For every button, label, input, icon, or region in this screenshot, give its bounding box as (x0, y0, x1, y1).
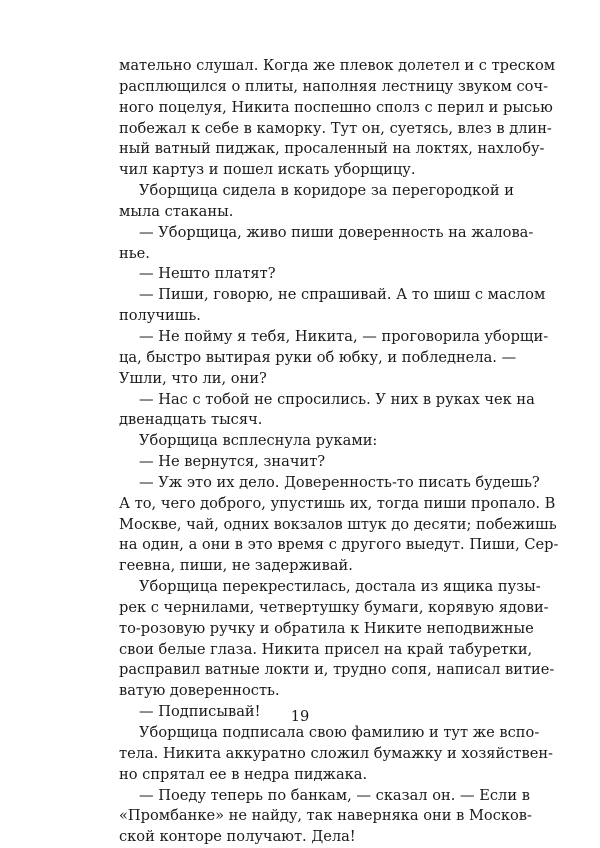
text-line: — Не вернутся, значит? (139, 453, 326, 471)
text-line: ватую доверенность. (119, 682, 280, 700)
text-line: — Нас с тобой не спросились. У них в руках чек на (139, 390, 535, 408)
text-line: — Не пойму я тебя, Никита, — проговорила уборщи- (139, 327, 549, 345)
text-line: — Уж это их дело. Доверенность-то писать будешь? (139, 473, 540, 491)
text-line: А то, чего доброго, упустишь их, тогда пиши пропало. В (119, 494, 556, 512)
text-line: чил картуз и пошел искать уборщицу. (119, 161, 416, 179)
text-line: — Поеду теперь по банкам, — сказал он. — Если в (139, 786, 530, 804)
text-line: — Подписывай! (139, 703, 261, 721)
text-line: ного поцелуя, Никита поспешно сполз с перил и рысью (119, 98, 553, 116)
page-number: 19 (290, 708, 310, 725)
text-line: ный ватный пиджак, просаленный на локтях, нахлобу- (119, 140, 545, 158)
text-line: ца, быстро вытирая руки об юбку, и побледнела. — (119, 348, 517, 366)
text-line: расправил ватные локти и, трудно сопя, написал витие- (119, 661, 555, 679)
text-line: Уборщица сидела в коридоре за перегородкой и (139, 182, 515, 200)
text-line: — Нешто платят? (139, 265, 276, 283)
body-text (119, 56, 559, 848)
text-line: — Пиши, говорю, не спрашивай. А то шиш с маслом (139, 286, 546, 304)
text-line: нье. (119, 244, 150, 262)
text-line: двенадцать тысяч. (119, 411, 263, 429)
text-line: тела. Никита аккуратно сложил бумажку и хозяйствен- (119, 744, 553, 762)
text-line: геевна, пиши, не задерживай. (119, 557, 353, 575)
text-line: рек с чернилами, четвертушку бумаги, корявую ядови- (119, 598, 549, 616)
text-line: но спрятал ее в недра пиджака. (119, 765, 368, 783)
text-line: на один, а они в это время с другого выедут. Пиши, Сер- (119, 536, 559, 554)
text-line: мыла стаканы. (119, 202, 234, 220)
text-line: расплющился о плиты, наполняя лестницу звуком соч- (119, 77, 549, 95)
text-line: ской конторе получают. Дела! (119, 828, 356, 846)
text-line: — Уборщица, живо пиши доверенность на жалова- (139, 223, 534, 241)
text-line: Уборщица всплеснула руками: (139, 432, 378, 450)
text-line: мательно слушал. Когда же плевок долетел и с треском (119, 57, 556, 74)
text-line: то-розовую ручку и обратила к Никите неподвижные (119, 619, 534, 637)
text-line: побежал к себе в каморку. Тут он, суетясь, влез в длин- (119, 119, 552, 137)
text-line: Уборщица подписала свою фамилию и тут же вспо- (139, 724, 540, 741)
text-line: Москве, чай, одних вокзалов штук до десяти; побежишь (119, 515, 557, 533)
text-line: Ушли, что ли, они? (119, 369, 267, 387)
text-line: получишь. (119, 307, 201, 325)
text-line: свои белые глаза. Никита присел на край табуретки, (119, 640, 533, 658)
text-line: Уборщица перекрестилась, достала из ящика пузы- (139, 578, 541, 596)
text-line: «Промбанке» не найду, так наверняка они в Москов- (119, 807, 532, 825)
